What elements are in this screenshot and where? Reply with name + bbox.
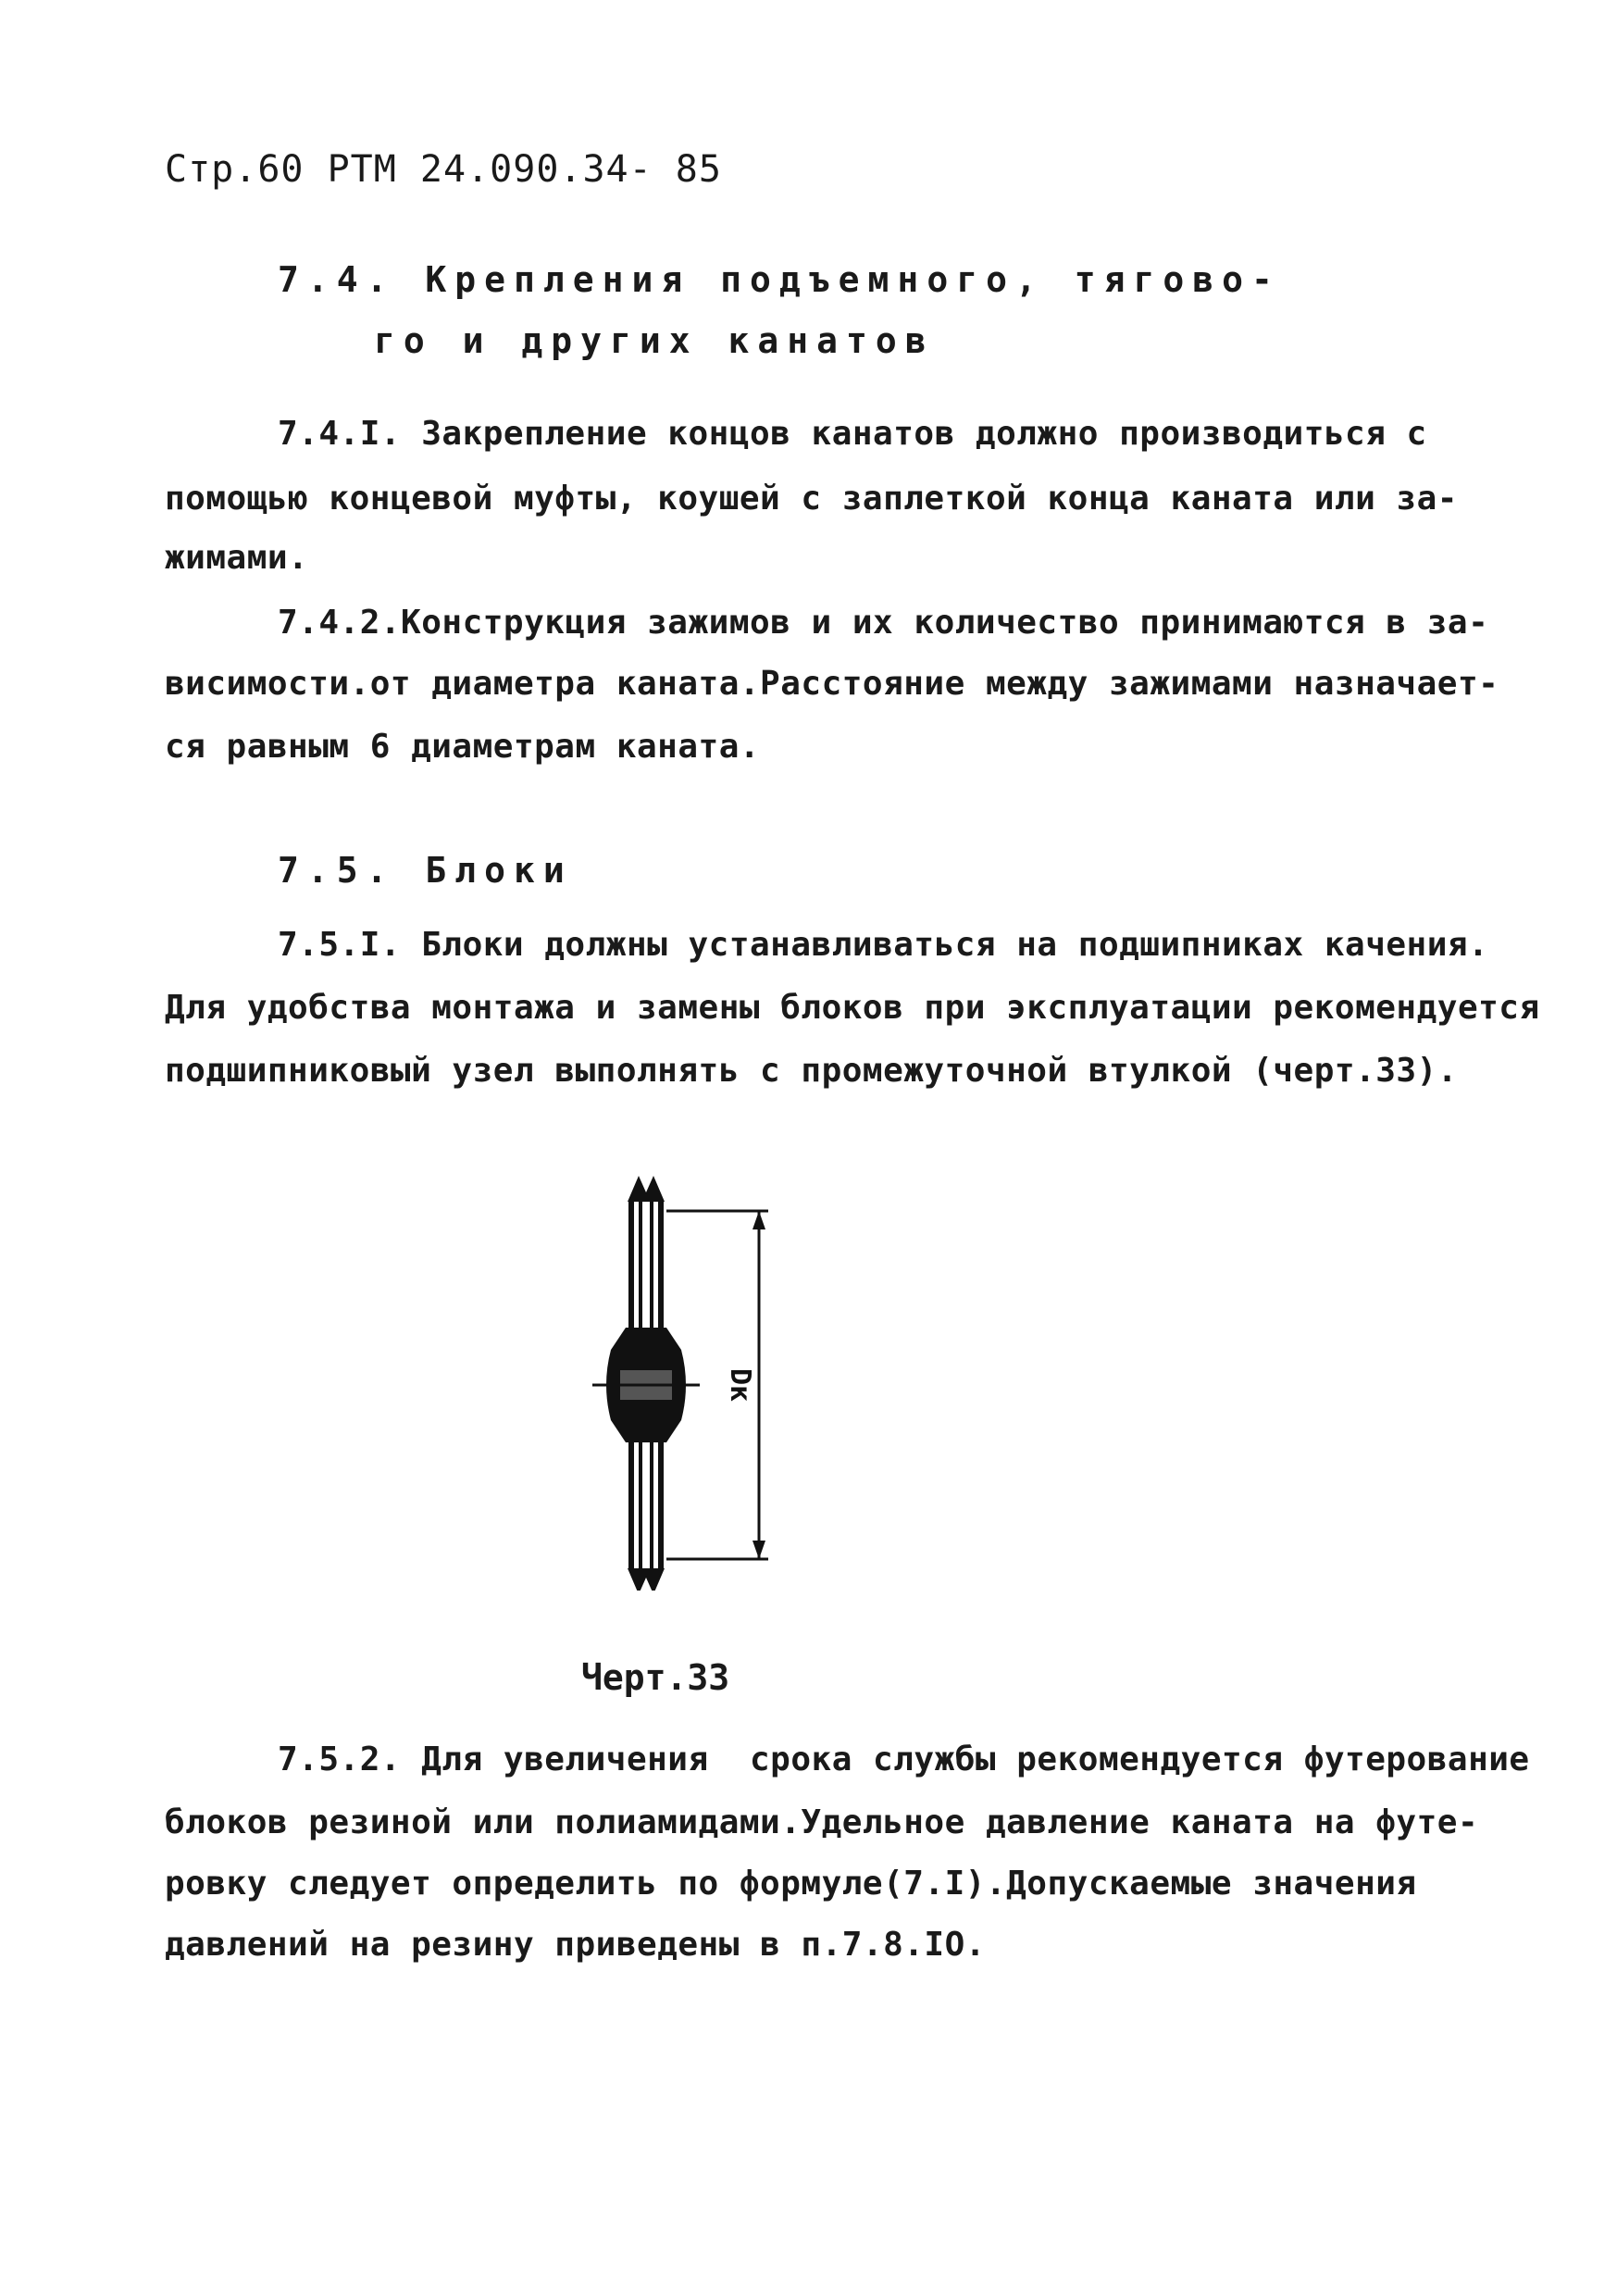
paragraph-7-5-1-line-2: Для удобства монтажа и замены блоков при эксплуатации рекомендуется xyxy=(165,989,1540,1027)
paragraph-7-4-2-line-1: 7.4.2.Конструкция зажимов и их количество принимаются в за- xyxy=(278,604,1489,642)
paragraph-7-4-2-line-3: ся равным 6 диаметрам каната. xyxy=(165,728,761,766)
paragraph-7-4-2-line-2: висимости.от диаметра каната.Расстояние между зажимами назначает- xyxy=(165,665,1499,703)
paragraph-7-4-1-line-1: 7.4.I. Закрепление концов канатов должно производиться с xyxy=(278,415,1427,453)
section-7-5-title: 7.5. Блоки xyxy=(278,850,573,891)
paragraph-7-5-1-line-3: подшипниковый узел выполнять с промежуточной втулкой (черт.33). xyxy=(165,1052,1458,1090)
dimension-label-dk: Dк xyxy=(724,1367,756,1403)
paragraph-7-5-2-line-4: давлений на резину приведены в п.7.8.IO. xyxy=(165,1926,986,1964)
paragraph-7-5-1-line-1: 7.5.I. Блоки должны устанавливаться на подшипниках качения. xyxy=(278,926,1489,964)
section-7-4-title-line-1: 7.4. Крепления подъемного, тягово- xyxy=(278,259,1281,300)
paragraph-7-5-2-line-1: 7.5.2. Для увеличения срока службы рекомендуется футерование xyxy=(278,1741,1530,1778)
paragraph-7-4-1-line-3: жимами. xyxy=(165,539,309,577)
section-7-4-title-line-2: го и других канатов xyxy=(374,320,935,361)
paragraph-7-5-2-line-2: блоков резиной или полиамидами.Удельное давление каната на футе- xyxy=(165,1803,1479,1841)
figure-caption: Черт.33 xyxy=(581,1657,730,1698)
paragraph-7-5-2-line-3: ровку следует определить по формуле(7.I).Допускаемые значения xyxy=(165,1865,1417,1903)
page-header: Стр.60 РТМ 24.090.34- 85 xyxy=(165,148,722,191)
paragraph-7-4-1-line-2: помощью концевой муфты, коушей с заплеткой конца каната или за- xyxy=(165,480,1458,518)
pulley-block-drawing xyxy=(574,1165,815,1591)
